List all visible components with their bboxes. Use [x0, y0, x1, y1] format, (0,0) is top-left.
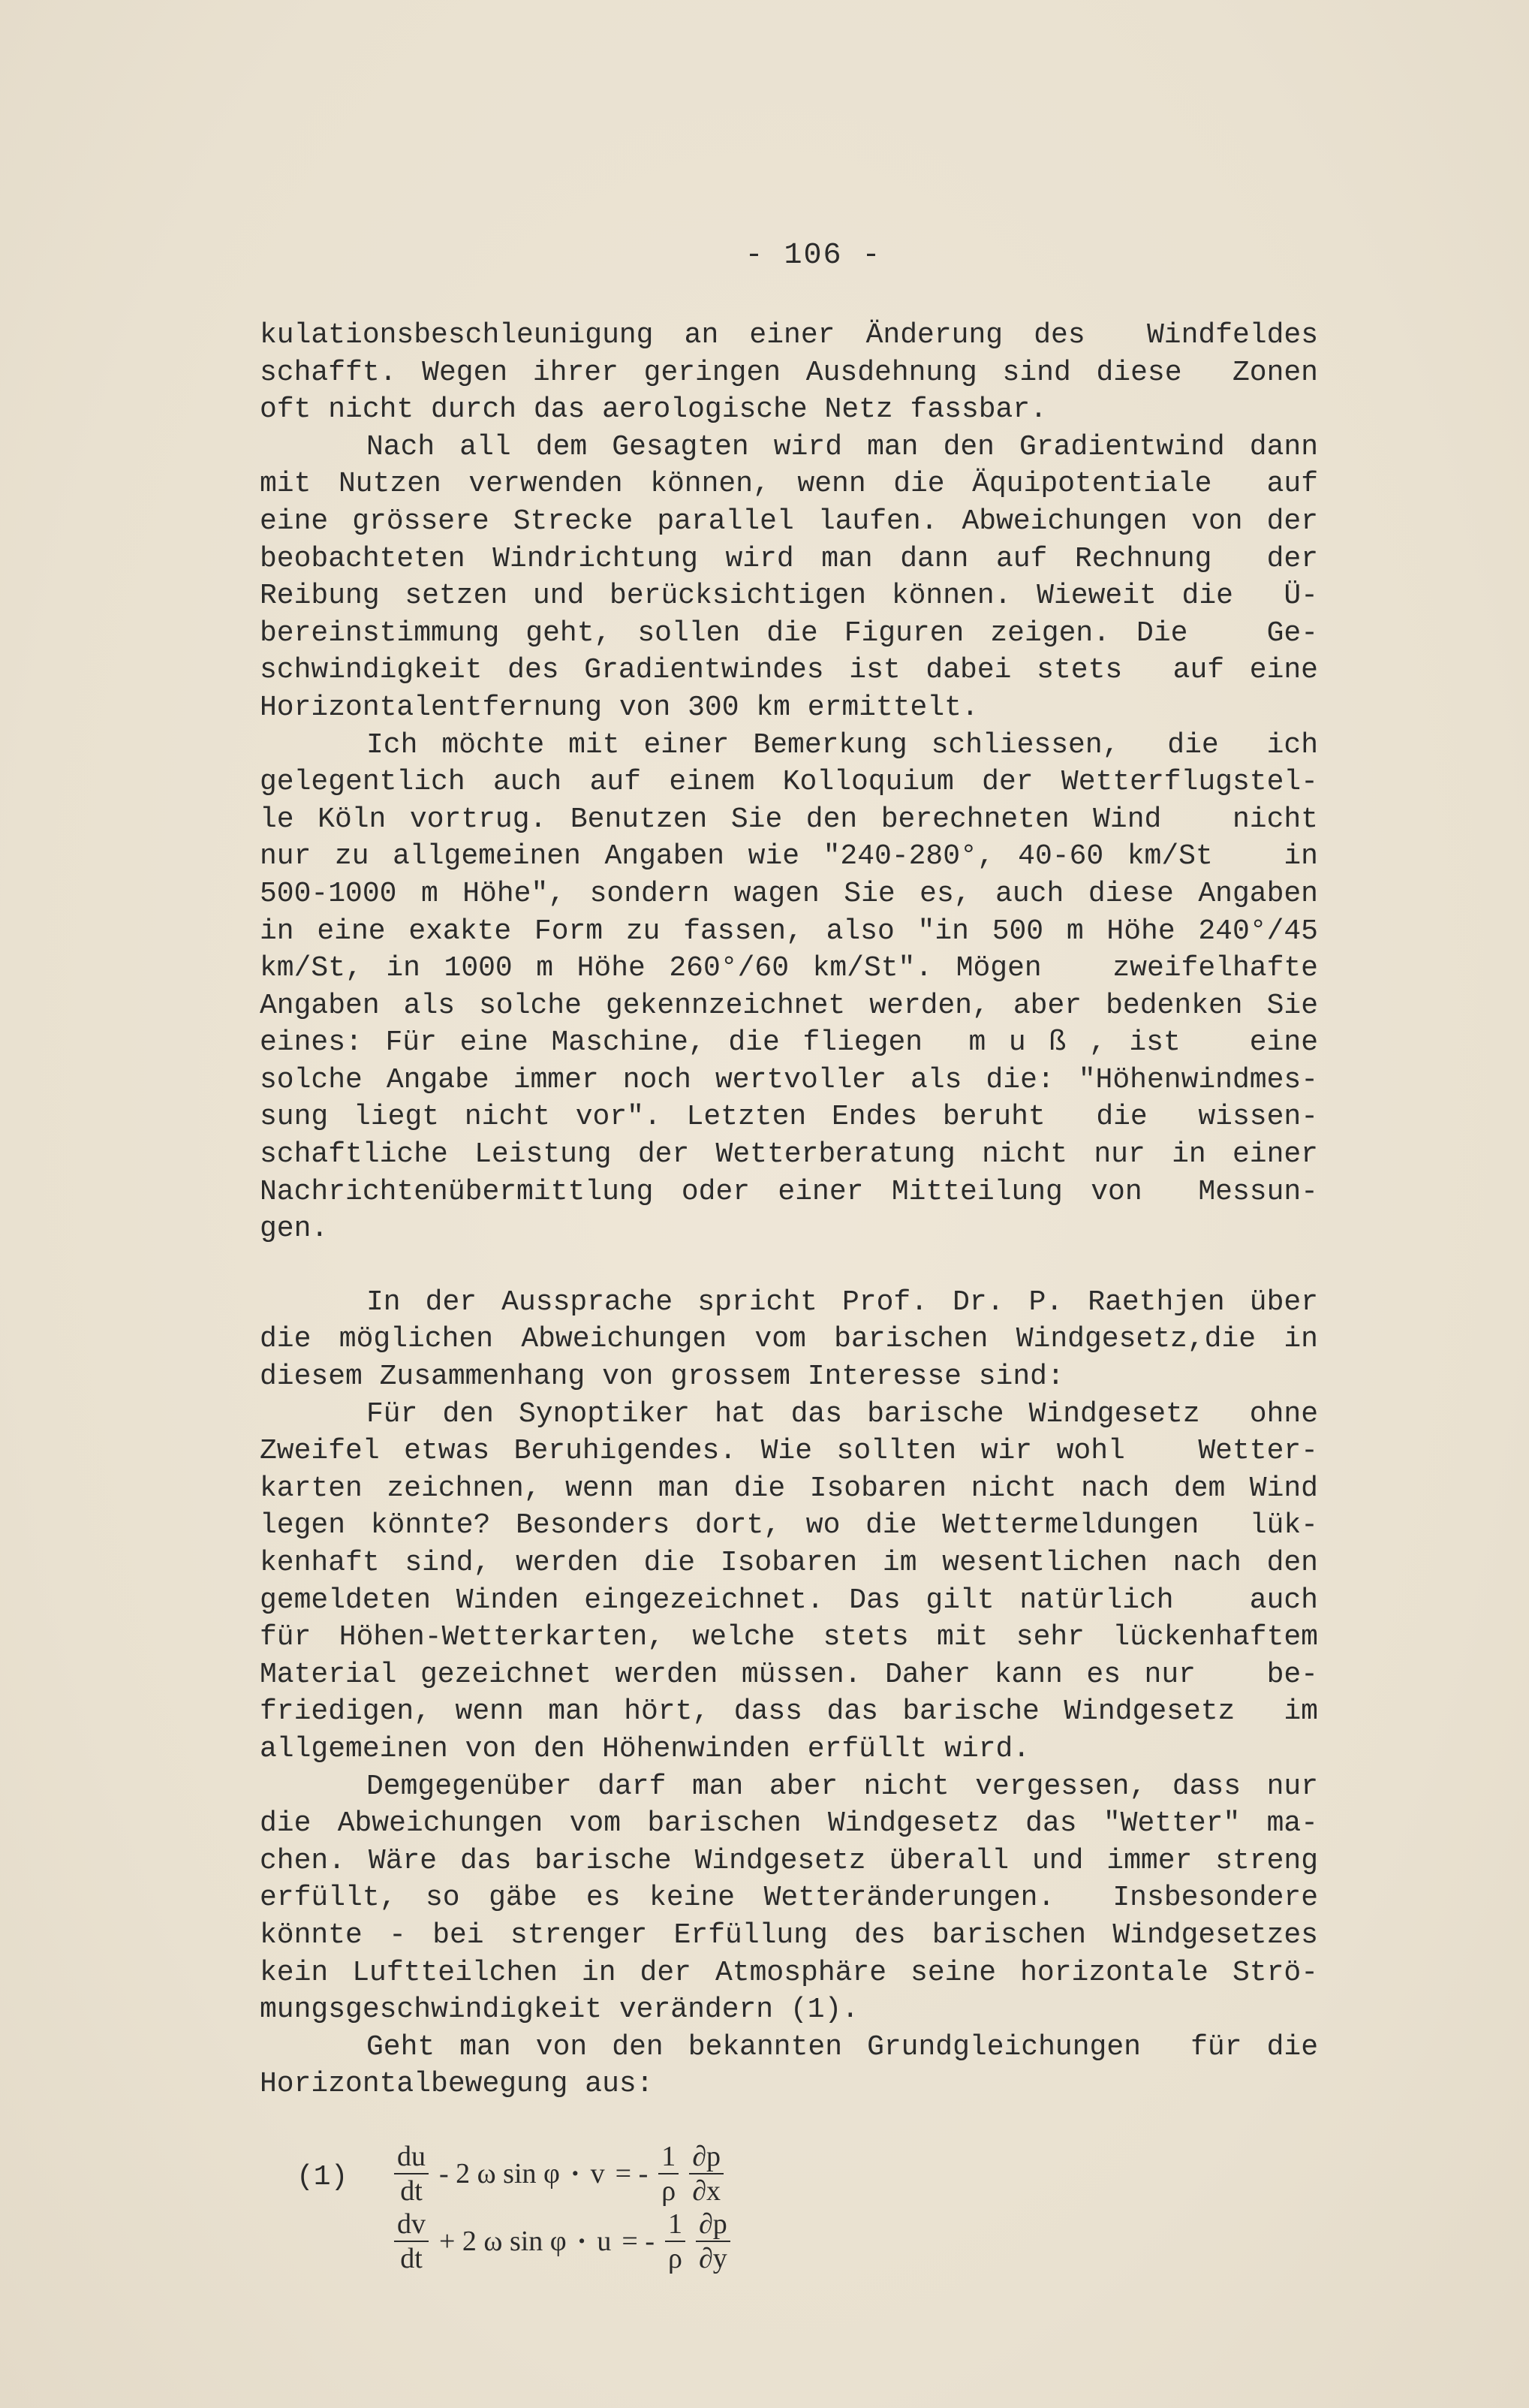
text-line: kulationsbeschleunigung an einer Änderung des Windfeldes: [260, 319, 1318, 351]
text-line: allgemeinen von den Höhenwinden erfüllt wird.: [260, 1732, 1031, 1765]
fraction-dv-dt: $\frac{dv}{dt}$: [394, 2210, 429, 2273]
text-line: Zweifel etwas Beruhigendes. Wie sollten wir wohl Wetter-: [260, 1435, 1318, 1468]
text-line: mit Nutzen verwenden können, wenn die Äquipotentiale auf: [260, 468, 1318, 501]
text-line: solche Angabe immer noch wertvoller als die: "Höhenwindmes-: [260, 1063, 1318, 1096]
text-line: für Höhen-Wetterkarten, welche stets mit sehr lückenhaftem: [260, 1621, 1318, 1654]
fraction-one-over-rho: $\frac{1}{\rho}$: [665, 2210, 685, 2273]
text-line: km/St, in 1000 m Höhe 260°/60 km/St". Mögen zweifelhafte: [260, 952, 1318, 985]
fraction-du-dt: $\frac{du}{dt}$: [394, 2142, 429, 2205]
text-line: Horizontalbewegung aus:: [260, 2068, 654, 2101]
text-line: In der Aussprache spricht Prof. Dr. P. Raethjen über: [366, 1285, 1318, 1319]
text-line: 500-1000 m Höhe", sondern wagen Sie es, auch diese Angaben: [260, 877, 1318, 910]
text-line: gemeldeten Winden eingezeichnet. Das gilt natürlich auch: [260, 1584, 1318, 1617]
text-line: Geht man von den bekannten Grundgleichungen für die: [366, 2030, 1318, 2063]
multiply-dot: ·: [570, 2158, 580, 2190]
equation-number: (1): [296, 2161, 348, 2193]
text-line: Material gezeichnet werden müssen. Daher kann es nur be-: [260, 1658, 1318, 1691]
text-line: Nachrichtenübermittlung oder einer Mitteilung von Messun-: [260, 1175, 1318, 1208]
multiply-dot: ·: [576, 2226, 587, 2257]
text-line: eine grössere Strecke parallel laufen. Abweichungen von der: [260, 505, 1318, 538]
body-text: [260, 317, 1318, 2103]
paragraph: [260, 1396, 1318, 1768]
page-number: - 106 -: [745, 239, 882, 273]
paragraph: [260, 317, 1318, 429]
text-line: Ich möchte mit einer Bemerkung schliessen, die ich: [366, 728, 1318, 761]
text-line: Horizontalentfernung von 300 km ermittelt.: [260, 691, 979, 724]
text-line: mungsgeschwindigkeit verändern (1).: [260, 1994, 859, 2027]
text-line: kein Luftteilchen in der Atmosphäre seine horizontale Strö-: [260, 1956, 1318, 1989]
velocity-variable: v: [590, 2158, 605, 2190]
text-line: kenhaft sind, werden die Isobaren im wesentlichen nach den: [260, 1547, 1318, 1579]
paragraph: [260, 429, 1318, 727]
text-line: schafft. Wegen ihrer geringen Ausdehnung sind diese Zonen: [260, 356, 1318, 389]
text-line: diesem Zusammenhang von grossem Interesse sind:: [260, 1361, 1064, 1394]
text-line: die Abweichungen vom barischen Windgesetz das "Wetter" ma-: [260, 1807, 1318, 1840]
text-line: gen.: [260, 1213, 329, 1246]
text-line: chen. Wäre das barische Windgesetz überall und immer streng: [260, 1844, 1318, 1877]
text-line: karten zeichnen, wenn man die Isobaren nicht nach dem Wind: [260, 1472, 1318, 1505]
text-line: die möglichen Abweichungen vom barischen Windgesetz,die in: [260, 1323, 1318, 1356]
paragraph-gap: [260, 1248, 1318, 1284]
coriolis-term: - 2 ω sin φ: [439, 2158, 560, 2190]
text-line: schaftliche Leistung der Wetterberatung nicht nur in einer: [260, 1138, 1318, 1171]
equation-row-2: [394, 2208, 730, 2275]
paragraph: [260, 727, 1318, 1248]
text-line: legen könnte? Besonders dort, wo die Wettermeldungen lük-: [260, 1509, 1318, 1542]
text-line: Für den Synoptiker hat das barische Windgesetz ohne: [366, 1397, 1318, 1430]
paragraph: [260, 2029, 1318, 2103]
text-line: Nach all dem Gesagten wird man den Gradientwind dann: [366, 430, 1318, 463]
text-line: schwindigkeit des Gradientwindes ist dabei stets auf eine: [260, 654, 1318, 687]
text-line: le Köln vortrug. Benutzen Sie den berechneten Wind nicht: [260, 803, 1318, 836]
text-line: friedigen, wenn man hört, dass das barische Windgesetz im: [260, 1695, 1318, 1728]
velocity-variable: u: [597, 2226, 612, 2257]
text-line: gelegentlich auch auf einem Kolloquium der Wetterflugstel-: [260, 766, 1318, 799]
equation-row-1: [394, 2140, 724, 2208]
equals-sign: = -: [622, 2226, 655, 2257]
text-line: Demgegenüber darf man aber nicht vergessen, dass nur: [366, 1770, 1318, 1803]
text-line: nur zu allgemeinen Angaben wie "240-280°, 40-60 km/St in: [260, 840, 1318, 873]
paragraph: [260, 1284, 1318, 1396]
text-line: beobachteten Windrichtung wird man dann auf Rechnung der: [260, 542, 1318, 575]
text-line: eines: Für eine Maschine, die fliegen m u ß , ist eine: [260, 1026, 1318, 1059]
text-line: Reibung setzen und berücksichtigen können. Wieweit die Ü-: [260, 580, 1318, 613]
text-line: Angaben als solche gekennzeichnet werden, aber bedenken Sie: [260, 989, 1318, 1022]
text-line: oft nicht durch das aerologische Netz fassbar.: [260, 393, 1047, 426]
fraction-one-over-rho: $\frac{1}{\rho}$: [658, 2142, 679, 2205]
coriolis-term: + 2 ω sin φ: [439, 2226, 567, 2257]
equals-sign: = -: [615, 2158, 649, 2190]
equation-block: [296, 2132, 972, 2283]
text-line: sung liegt nicht vor". Letzten Endes beruht die wissen-: [260, 1101, 1318, 1134]
paragraph: [260, 1768, 1318, 2029]
text-line: in eine exakte Form zu fassen, also "in 500 m Höhe 240°/45: [260, 915, 1318, 948]
fraction-dp-dx: $\frac{\partial p}{\partial x}$: [689, 2142, 724, 2205]
text-line: könnte - bei strenger Erfüllung des barischen Windgesetzes: [260, 1918, 1318, 1951]
text-line: bereinstimmung geht, sollen die Figuren zeigen. Die Ge-: [260, 616, 1318, 649]
fraction-dp-dy: $\frac{\partial p}{\partial y}$: [696, 2210, 730, 2273]
text-line: erfüllt, so gäbe es keine Wetteränderungen. Insbesondere: [260, 1882, 1318, 1915]
